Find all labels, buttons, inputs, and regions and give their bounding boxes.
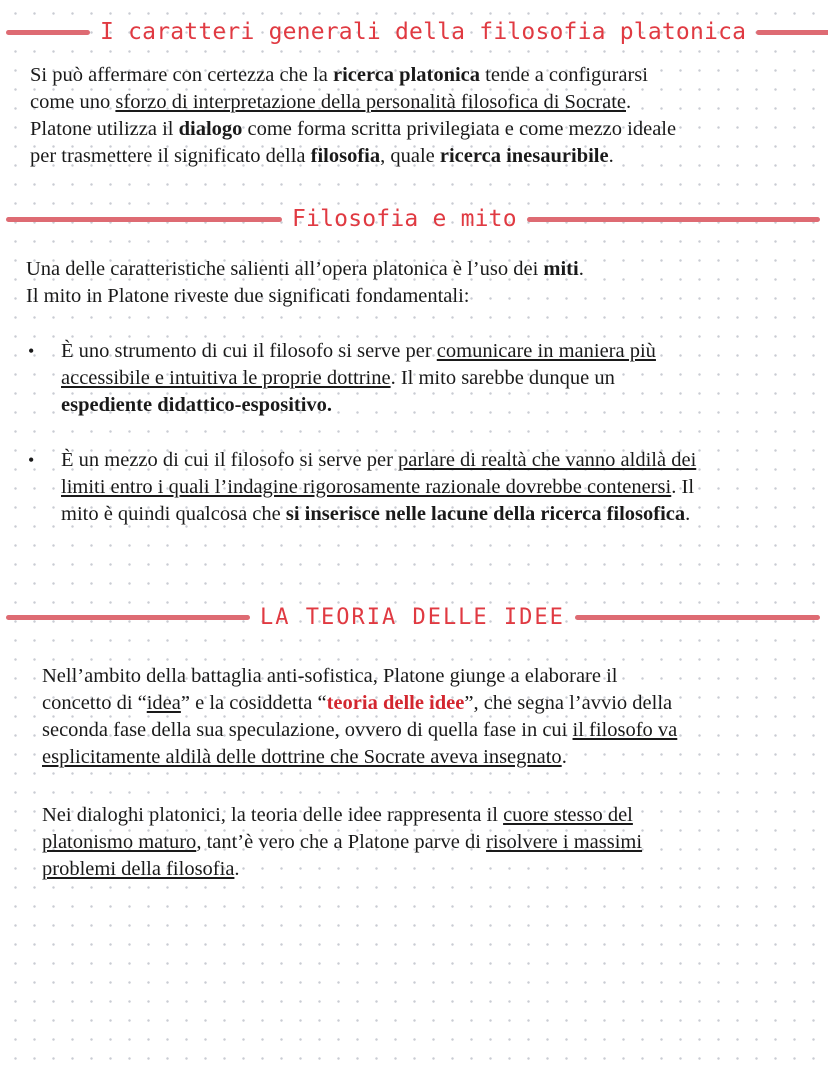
text: . [578,258,584,280]
underlined-text: accessibile e intuitiva le proprie dottrine [61,367,391,389]
text: Una delle caratteristiche salienti all’opera platonica è l’uso dei [26,258,544,280]
text-line [61,338,656,365]
text: . [608,145,614,167]
heading-rule-right [527,217,820,222]
text: ” e la cosiddetta “ [180,692,327,714]
text: . Il [671,476,695,498]
text: È un mezzo di cui il filosofo si serve per [61,449,399,471]
text-line [42,856,642,883]
text: . [561,746,567,768]
text-line [42,690,677,717]
bold-text: espediente didattico-espositivo. [61,394,333,416]
heading-title: LA TEORIA DELLE IDEE [260,604,565,630]
bullet-body [61,338,656,419]
bold-text: miti [543,258,579,280]
underlined-text: platonismo maturo [42,831,197,853]
text: seconda fase della sua speculazione, ovvero di quella fase in cui [42,719,573,741]
section-heading-caratteri [0,12,828,52]
underlined-text: esplicitamente aldilà delle dottrine che Socrate aveva insegnato [42,746,562,768]
text-line [42,802,642,829]
underlined-text: limiti entro i quali l’indagine rigorosamente razionale dovrebbe contenersi [61,476,672,498]
bullet-dot-icon: • [28,450,35,470]
text: Si può affermare con certezza che la [30,64,333,86]
text: come uno [30,91,116,113]
heading-rule-right [575,615,820,620]
section-heading-mito [0,199,828,239]
text-line [42,829,642,856]
text: come forma scritta privilegiata e come mezzo ideale [242,118,677,140]
text: ”, che segna l’avvio della [464,692,673,714]
paragraph-teoria-idee [42,663,677,771]
text: concetto di “ [42,692,147,714]
text-line [61,501,696,528]
text: . [234,858,240,880]
underlined-text: risolvere i massimi [486,831,643,853]
heading-rule-right [756,30,828,35]
text-line [61,392,656,419]
text-line [30,62,676,89]
heading-rule-left [6,217,282,222]
underlined-text: il filosofo va [572,719,678,741]
bold-text: si inserisce nelle lacune della ricerca filosofica [285,503,686,525]
text-line [42,717,677,744]
text: È uno strumento di cui il filosofo si serve per [61,340,437,362]
text: tende a configurarsi [480,64,648,86]
text-line [42,744,677,771]
text-line [61,474,696,501]
text-line: Il mito in Platone riveste due significati fondamentali: [26,285,470,307]
highlighted-text: teoria delle idee [326,692,465,714]
heading-title: I caratteri generali della filosofia platonica [100,19,747,45]
underlined-text: parlare di realtà che vanno aldilà dei [398,449,697,471]
heading-title: Filosofia e mito [292,206,517,232]
text: , tant’è vero che a Platone parve di [196,831,487,853]
bold-text: dialogo [178,118,243,140]
bullet-body [61,447,696,528]
text: . [685,503,691,525]
text-line [30,116,676,143]
bold-text: filosofia [310,145,381,167]
heading-rule-left [6,615,250,620]
underlined-text: problemi della filosofia [42,858,235,880]
heading-rule-left [6,30,90,35]
text-line [30,89,676,116]
paragraph-mito-intro [26,256,584,310]
text: . Il mito sarebbe dunque un [390,367,615,389]
bold-text: ricerca platonica [332,64,481,86]
text: Nei dialoghi platonici, la teoria delle idee rappresenta il [42,804,504,826]
text: . [626,91,632,113]
text: , quale [380,145,440,167]
underlined-text: sforzo di interpretazione della personalità filosofica di Socrate [115,91,626,113]
text-line: Nell’ambito della battaglia anti-sofistica, Platone giunge a elaborare il [42,665,618,687]
text: per trasmettere il significato della [30,145,311,167]
underlined-text: cuore stesso del [503,804,633,826]
underlined-text: comunicare in maniera più [436,340,656,362]
text-line [61,447,696,474]
paragraph-platonismo [42,802,642,883]
underlined-text: idea [146,692,181,714]
paragraph-caratteri [30,62,676,170]
section-heading-teoria-idee [0,597,828,637]
bold-text: ricerca inesauribile [439,145,609,167]
text: mito è quindi qualcosa che [61,503,286,525]
text-line [26,256,584,283]
text: Platone utilizza il [30,118,179,140]
text-line [61,365,656,392]
text-line [30,143,676,170]
bullet-dot-icon: • [28,341,35,361]
